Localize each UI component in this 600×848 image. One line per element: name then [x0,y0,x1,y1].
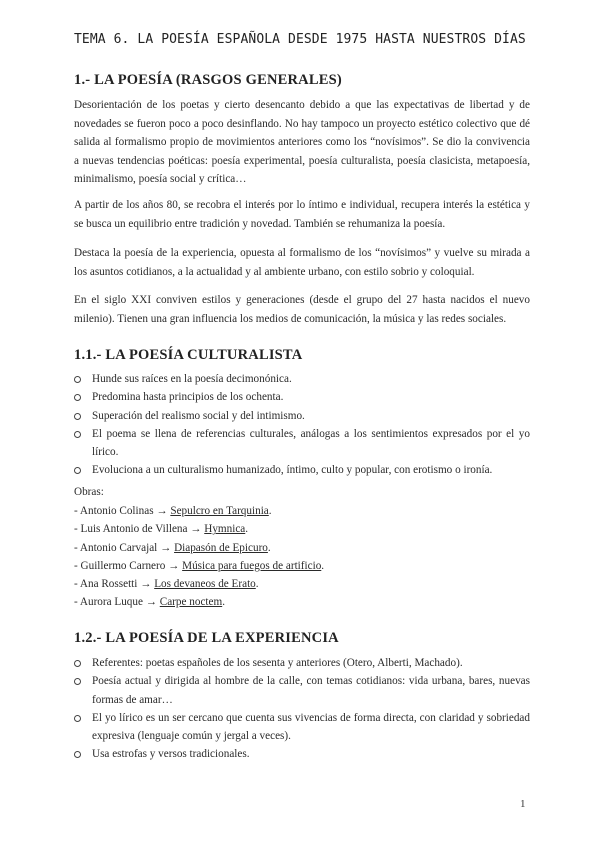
section-heading-poesia-culturalista: 1.1.- LA POESÍA CULTURALISTA [74,347,303,363]
circle-bullet-icon [74,467,81,474]
work-end: . [321,559,325,572]
work-item [74,575,530,593]
paragraph-siglo-xxi: En el siglo XXI conviven estilos y generaciones (desde el grupo del 27 hasta nacidos el nuevo milenio). Tienen una gran influencia los medios de comunicación, la música y las redes sociales. [74,294,530,325]
list-item [74,425,530,462]
list-item [74,745,530,763]
circle-bullet-icon [74,431,81,438]
circle-bullet-icon [74,413,81,420]
list-item-text: Hunde sus raíces en la poesía decimonónica. [92,373,292,385]
circle-bullet-icon [74,678,81,685]
circle-bullet-icon [74,715,81,722]
work-end: . [267,541,271,554]
work-item [74,539,530,557]
work-title: Diapasón de Epicuro [174,541,268,554]
work-item [74,593,530,611]
circle-bullet-icon [74,376,81,383]
list-item [74,370,530,388]
list-item-text: Superación del realismo social y del intimismo. [92,409,305,422]
list-item-text: Usa estrofas y versos tradicionales. [92,748,250,761]
work-item [74,502,530,520]
list-item [74,654,530,672]
work-author: - Guillermo Carnero → [74,559,180,572]
work-end: . [268,505,272,517]
circle-bullet-icon [74,660,81,667]
work-title: Los devaneos de Erato [154,578,256,591]
work-author: - Antonio Colinas → [74,505,168,517]
list-item-text: El yo lírico es un ser cercano que cuenta sus vivencias de forma directa, con claridad y sobriedad expresiva (lenguaje común y jergal a veces). [92,711,530,743]
page-number: 1 [520,798,526,810]
paragraph-anos-80: A partir de los años 80, se recobra el interés por lo íntimo e individual, recupera interés la estética y se busca un equilibrio entre tradición y novedad. También se rehumaniza la poesía. [74,199,530,230]
list-item [74,388,530,406]
list-item-text: Referentes: poetas españoles de los sesenta y anteriores (Otero, Alberti, Machado). [92,657,463,669]
work-author: - Luis Antonio de Villena → [74,523,202,536]
work-end: . [245,523,249,536]
list-item [74,461,530,479]
paragraph-poesia-experiencia: Destaca la poesía de la experiencia, opuesta al formalismo de los “novísimos” y vuelve su mirada a los asuntos cotidianos, a la actualidad y al ambiente urbano, con estilo sobrio y coloquial. [74,247,530,278]
work-end: . [222,596,225,609]
document-title: TEMA 6. LA POESÍA ESPAÑOLA DESDE 1975 HASTA NUESTROS DÍAS [74,32,526,47]
work-item [74,557,530,575]
work-title: Sepulcro en Tarquinia [170,505,269,517]
circle-bullet-icon [74,751,81,758]
work-item [74,520,530,538]
section-heading-rasgos-generales: 1.- LA POESÍA (RASGOS GENERALES) [74,72,342,88]
work-author: - Ana Rossetti → [74,578,152,591]
work-end: . [255,578,259,591]
list-item-text: Poesía actual y dirigida al hombre de la calle, con temas cotidianos: vida urbana, bares, nuevas formas de amar… [92,675,530,706]
list-item [74,672,530,709]
work-title: Música para fuegos de artificio [182,559,322,572]
list-item [74,709,530,746]
list-item-text: Predomina hasta principios de los ochenta. [92,391,284,404]
culturalista-bullet-list [74,370,530,480]
list-item [74,407,530,425]
section-heading-poesia-experiencia: 1.2.- LA POESÍA DE LA EXPERIENCIA [74,630,339,646]
obras-label: Obras: [74,486,104,498]
work-author: - Antonio Carvajal → [74,541,172,554]
circle-bullet-icon [74,394,81,401]
works-list [74,502,530,612]
work-title: Hymnica [204,523,246,536]
experiencia-bullet-list [74,654,530,764]
work-title: Carpe noctem [159,596,223,609]
list-item-text: Evoluciona a un culturalismo humanizado, íntimo, culto y popular, con erotismo o ironía. [92,464,493,477]
work-author: - Aurora Luque → [74,596,157,609]
list-item-text: El poema se llena de referencias culturales, análogas a los sentimientos expresados por el yo lírico. [92,427,530,459]
paragraph-desorientacion: Desorientación de los poetas y cierto desencanto debido a que las expectativas de libertad y de novedades se fueron poco a poco desinflando. No hay tampoco un proyecto estético colectivo que dé salida al formalismo propio de movimientos anteriores como los “novísimos”. Se dio la convivencia a nuevas tendencias poéticas: poesía experimental, poesía culturalista, poesía clasicista, metapoesía, minimalismo, poesía social y crítica… [74,99,530,185]
